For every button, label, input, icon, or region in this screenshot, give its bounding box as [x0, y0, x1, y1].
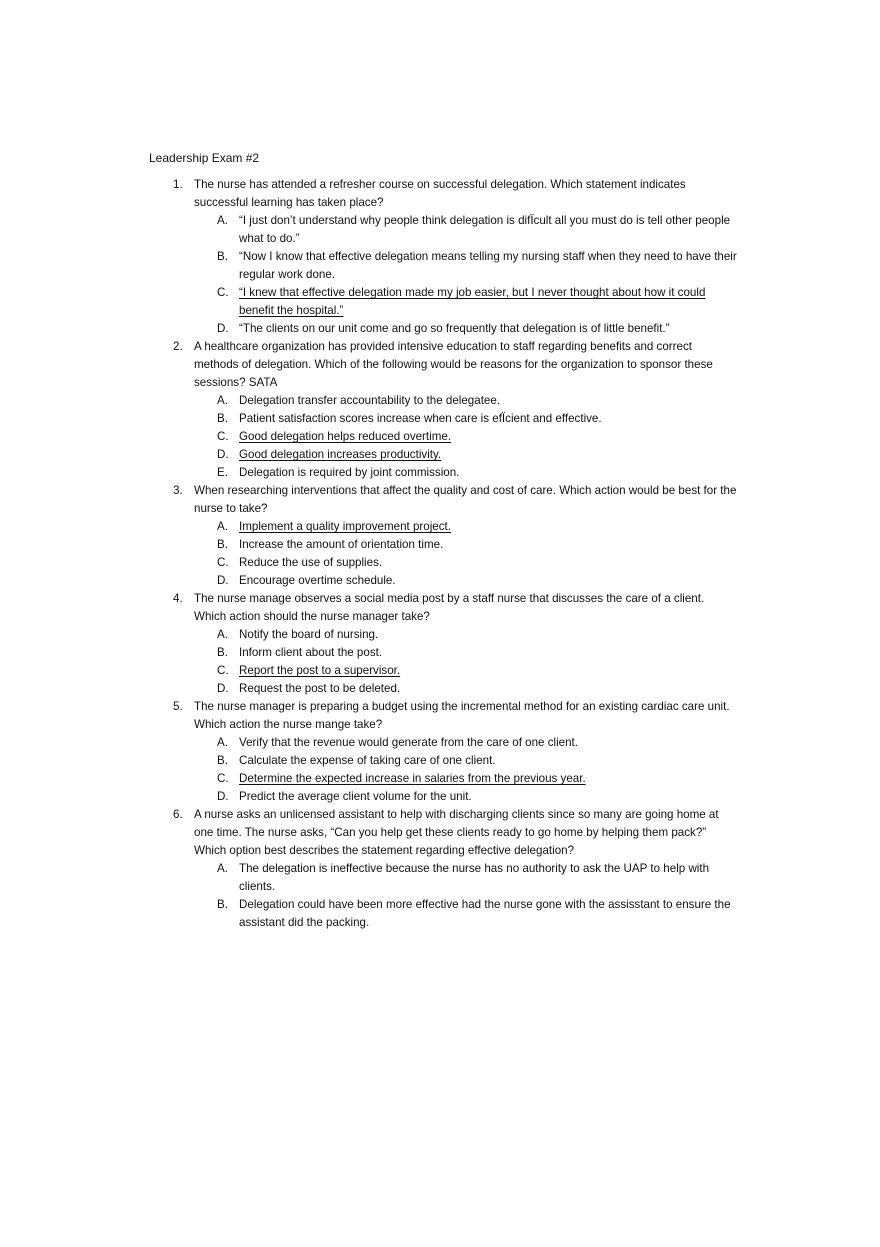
answer-option [149, 320, 739, 338]
option-text: Report the post to a supervisor. [239, 664, 401, 677]
answer-option [149, 734, 739, 752]
question-list [149, 176, 739, 932]
option-letter: B. [217, 754, 228, 767]
question-3 [149, 482, 739, 518]
answer-option [149, 248, 739, 284]
option-text: Predict the average client volume for the unit. [239, 790, 472, 803]
option-text: Patient satisfaction scores increase when care is efÏcient and effective. [239, 412, 602, 425]
answer-option [149, 572, 739, 590]
option-letter: D. [217, 574, 229, 587]
option-letter: B. [217, 250, 228, 263]
answer-option [149, 410, 739, 428]
question-5 [149, 698, 739, 734]
option-text: Good delegation helps reduced overtime. [239, 430, 452, 443]
option-text: Delegation could have been more effective had the nurse gone with the assisstant to ensure the assistant did the packing. [239, 898, 731, 929]
question-text: The nurse has attended a refresher course on successful delegation. Which statement indicates successful learning has taken place? [194, 178, 686, 209]
answer-option [149, 464, 739, 482]
answer-option-marked [149, 770, 739, 788]
answer-option [149, 392, 739, 410]
option-letter: A. [217, 520, 228, 533]
option-letter: B. [217, 412, 228, 425]
question-2 [149, 338, 739, 392]
option-text: Delegation is required by joint commission. [239, 466, 460, 479]
option-letter: B. [217, 898, 228, 911]
option-letter: A. [217, 736, 228, 749]
question-text: A healthcare organization has provided intensive education to staff regarding benefits and correct methods of delegation. Which of the following would be reasons for the organization to sponsor these sessions? SATA [194, 340, 713, 389]
option-letter: A. [217, 214, 228, 227]
question-4 [149, 590, 739, 626]
answer-option [149, 626, 739, 644]
option-text: Implement a quality improvement project. [239, 520, 451, 533]
question-number: 4. [173, 592, 183, 605]
question-number: 1. [173, 178, 183, 191]
answer-option-marked [149, 446, 739, 464]
answer-option [149, 680, 739, 698]
option-text: Inform client about the post. [239, 646, 383, 659]
option-letter: E. [217, 466, 228, 479]
option-text: The delegation is ineffective because the nurse has no authority to ask the UAP to help with clients. [239, 862, 710, 893]
question-text: When researching interventions that affect the quality and cost of care. Which action would be best for the nurse to take? [194, 484, 737, 515]
question-1 [149, 176, 739, 212]
option-text: Increase the amount of orientation time. [239, 538, 444, 551]
option-text: “Now I know that effective delegation means telling my nursing staff when they need to have their regular work done. [239, 250, 737, 281]
option-letter: D. [217, 790, 229, 803]
option-text: Delegation transfer accountability to the delegatee. [239, 394, 501, 407]
answer-option [149, 212, 739, 248]
option-letter: B. [217, 646, 228, 659]
option-letter: C. [217, 430, 229, 443]
answer-option-marked [149, 518, 739, 536]
answer-option [149, 644, 739, 662]
answer-option [149, 752, 739, 770]
option-text: “The clients on our unit come and go so frequently that delegation is of little benefit.” [239, 322, 670, 335]
answer-option [149, 896, 739, 932]
answer-option-marked [149, 284, 739, 320]
option-letter: D. [217, 322, 229, 335]
answer-option-marked [149, 662, 739, 680]
option-text: Calculate the expense of taking care of one client. [239, 754, 496, 767]
question-number: 5. [173, 700, 183, 713]
answer-option [149, 536, 739, 554]
question-number: 3. [173, 484, 183, 497]
option-letter: A. [217, 628, 228, 641]
option-text: Request the post to be deleted. [239, 682, 401, 695]
option-text: “I knew that effective delegation made my job easier, but I never thought about how it could benefit the hospital.” [239, 286, 706, 317]
option-letter: C. [217, 556, 229, 569]
answer-option [149, 554, 739, 572]
question-number: 6. [173, 808, 183, 821]
option-text: Notify the board of nursing. [239, 628, 379, 641]
option-letter: D. [217, 682, 229, 695]
answer-option-marked [149, 428, 739, 446]
question-number: 2. [173, 340, 183, 353]
answer-option [149, 788, 739, 806]
document-title: Leadership Exam #2 [149, 151, 260, 165]
option-text: Encourage overtime schedule. [239, 574, 396, 587]
option-text: Reduce the use of supplies. [239, 556, 383, 569]
option-letter: C. [217, 286, 229, 299]
option-letter: A. [217, 862, 228, 875]
option-text: “I just don’t understand why people think delegation is difÏcult all you must do is tell other people what to do.” [239, 214, 731, 245]
question-text: The nurse manager is preparing a budget using the incremental method for an existing cardiac care unit. Which action the nurse mange take? [194, 700, 730, 731]
question-text: A nurse asks an unlicensed assistant to help with discharging clients since so many are going home at one time. The nurse asks, “Can you help get these clients ready to go home by helping them pack?” Which option best describes the statement regarding effective delegation? [194, 808, 719, 857]
question-text: The nurse manage observes a social media post by a staff nurse that discusses the care of a client. Which action should the nurse manager take? [194, 592, 705, 623]
option-letter: A. [217, 394, 228, 407]
question-6 [149, 806, 739, 860]
option-text: Good delegation increases productivity. [239, 448, 442, 461]
option-letter: D. [217, 448, 229, 461]
option-text: Verify that the revenue would generate from the care of one client. [239, 736, 578, 749]
option-text: Determine the expected increase in salaries from the previous year. [239, 772, 586, 785]
option-letter: C. [217, 772, 229, 785]
option-letter: C. [217, 664, 229, 677]
answer-option [149, 860, 739, 896]
option-letter: B. [217, 538, 228, 551]
